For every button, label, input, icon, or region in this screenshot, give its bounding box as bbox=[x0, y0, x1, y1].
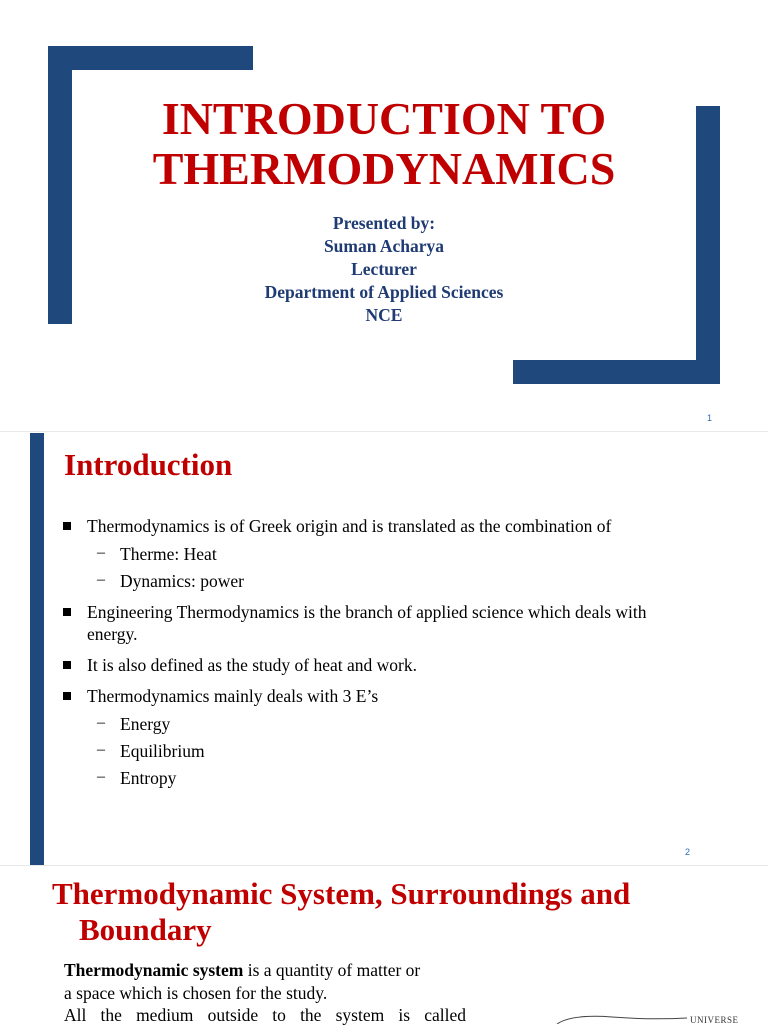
system-diagram bbox=[552, 1012, 692, 1024]
slide-3-title bbox=[52, 876, 752, 948]
bullet-square-icon bbox=[63, 692, 71, 700]
title-line-2: Boundary bbox=[79, 912, 212, 947]
frame-top-left-horizontal bbox=[48, 46, 253, 70]
definition-line-1 bbox=[64, 959, 466, 981]
title-line-1: Thermodynamic System, Surroundings and bbox=[52, 876, 631, 911]
boundary-curve bbox=[557, 1016, 687, 1024]
slide-1-title bbox=[0, 94, 768, 194]
presenter-name: Suman Acharya bbox=[323, 236, 445, 256]
dash-icon: – bbox=[97, 741, 105, 758]
dash-icon: – bbox=[97, 768, 105, 785]
bullet-1-sub-2: Dynamics: power bbox=[120, 571, 244, 591]
definition-line-2: a space which is chosen for the study. bbox=[64, 983, 328, 1003]
bullet-4: Thermodynamics mainly deals with 3 E’s bbox=[87, 686, 379, 706]
system-term: Thermodynamic system bbox=[64, 960, 244, 980]
dash-icon: – bbox=[97, 571, 105, 588]
presenter-institution: NCE bbox=[365, 305, 403, 325]
slide-2-left-bar bbox=[30, 433, 44, 865]
bullet-square-icon bbox=[63, 522, 71, 530]
bullet-1-sub-1: Therme: Heat bbox=[120, 544, 217, 564]
bullet-4-sub-1: Energy bbox=[120, 714, 171, 734]
slide-2-title: Introduction bbox=[64, 447, 233, 482]
bullet-2-line-1: Engineering Thermodynamics is the branch of applied science which deals with bbox=[87, 602, 647, 622]
slide-1-page-number: 1 bbox=[707, 413, 713, 423]
bullet-square-icon bbox=[63, 661, 71, 669]
bullet-3: It is also defined as the study of heat and work. bbox=[87, 655, 417, 675]
dash-icon: – bbox=[97, 544, 105, 561]
bullet-1: Thermodynamics is of Greek origin and is translated as the combination of bbox=[87, 516, 612, 536]
definition-rest: is a quantity of matter or bbox=[243, 960, 421, 980]
slide-2-page-number: 2 bbox=[685, 847, 691, 857]
slide-divider-1 bbox=[0, 431, 768, 432]
dash-icon: – bbox=[97, 714, 105, 731]
slide-divider-2 bbox=[0, 865, 768, 866]
bullet-4-sub-3: Entropy bbox=[120, 768, 177, 788]
presenter-department: Department of Applied Sciences bbox=[264, 282, 504, 302]
surroundings-line-1: All the medium outside to the system is called bbox=[64, 1005, 466, 1025]
presenter-block bbox=[0, 212, 768, 327]
bullet-4-sub-2: Equilibrium bbox=[120, 741, 205, 761]
title-line-2: THERMODYNAMICS bbox=[152, 143, 616, 194]
presenter-designation: Lecturer bbox=[351, 259, 417, 279]
bullet-2-line-2: energy. bbox=[87, 624, 138, 644]
frame-bottom-right-horizontal bbox=[513, 360, 720, 384]
title-line-1: INTRODUCTION TO bbox=[161, 93, 607, 144]
universe-label: UNIVERSE bbox=[690, 1015, 739, 1025]
presented-by-label: Presented by: bbox=[332, 213, 436, 233]
bullet-square-icon bbox=[63, 608, 71, 616]
